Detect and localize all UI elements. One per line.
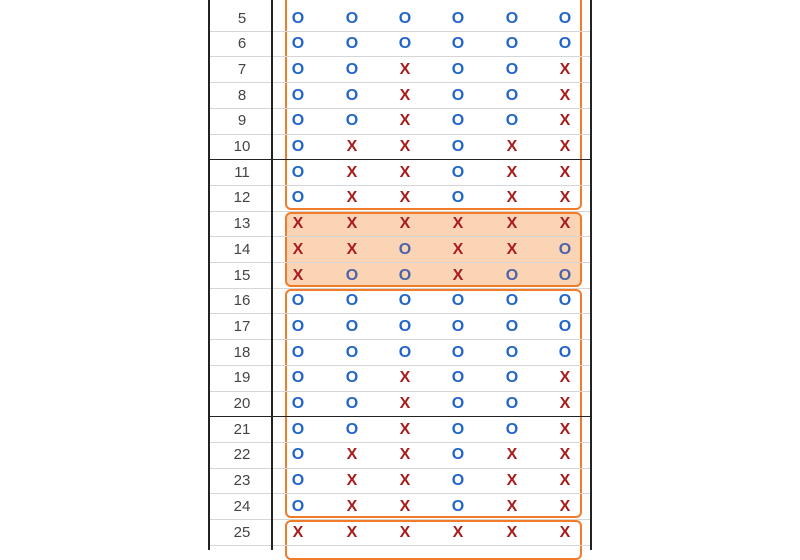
x-mark-cell: X — [292, 215, 304, 233]
row-number: 19 — [233, 369, 251, 387]
row-number: 7 — [237, 60, 247, 78]
o-mark-cell: O — [451, 112, 465, 130]
x-mark-cell: X — [559, 86, 571, 104]
o-mark-cell: O — [291, 343, 305, 361]
o-mark-cell: O — [451, 446, 465, 464]
o-mark-cell: O — [398, 35, 412, 53]
o-mark-cell: O — [505, 112, 519, 130]
o-mark-cell: O — [451, 292, 465, 310]
o-mark-cell: O — [291, 446, 305, 464]
o-mark-cell: O — [451, 317, 465, 335]
o-mark-cell: O — [345, 9, 359, 27]
row-number: 24 — [233, 497, 251, 515]
row-number: 21 — [233, 420, 251, 438]
row-separator — [210, 545, 592, 546]
row-number: 5 — [237, 9, 247, 27]
o-mark-cell: O — [558, 292, 572, 310]
table-right-border — [590, 0, 592, 550]
x-mark-cell: X — [399, 395, 411, 412]
o-mark-cell: O — [505, 317, 519, 335]
x-mark-cell: X — [399, 163, 411, 181]
x-mark-cell: X — [346, 240, 358, 258]
x-mark-cell: X — [559, 420, 571, 438]
row-number: 18 — [233, 343, 251, 361]
row-number: 17 — [233, 317, 251, 335]
o-mark-cell: O — [451, 343, 465, 361]
group-highlight-box — [285, 289, 582, 518]
o-mark-cell: O — [451, 138, 465, 155]
x-mark-cell: X — [559, 189, 571, 207]
o-mark-cell: O — [291, 86, 305, 104]
x-mark-cell: X — [346, 497, 358, 515]
row-number: 6 — [237, 35, 247, 53]
x-mark-cell: X — [506, 472, 518, 490]
x-mark-cell: X — [506, 446, 518, 464]
o-mark-cell: O — [291, 420, 305, 438]
x-mark-cell: X — [292, 240, 304, 258]
x-mark-cell: X — [399, 420, 411, 438]
x-mark-cell: X — [399, 60, 411, 78]
x-mark-cell: X — [559, 497, 571, 515]
o-mark-cell: O — [345, 395, 359, 412]
o-mark-cell: O — [345, 317, 359, 335]
x-mark-cell: X — [292, 523, 304, 541]
row-number: 8 — [237, 86, 247, 104]
row-number: 14 — [233, 240, 251, 258]
o-mark-cell: O — [505, 60, 519, 78]
x-mark-cell: X — [559, 395, 571, 412]
o-mark-cell: O — [451, 420, 465, 438]
o-mark-cell: O — [345, 112, 359, 130]
x-mark-cell: X — [559, 215, 571, 233]
x-mark-cell: X — [452, 215, 464, 233]
x-mark-cell: X — [346, 446, 358, 464]
o-mark-cell: O — [451, 163, 465, 181]
o-mark-cell: O — [398, 343, 412, 361]
o-mark-cell: O — [291, 369, 305, 387]
o-mark-cell: O — [505, 420, 519, 438]
x-mark-cell: X — [399, 138, 411, 155]
x-mark-cell: X — [399, 369, 411, 387]
o-mark-cell: O — [505, 86, 519, 104]
o-mark-cell: O — [451, 35, 465, 53]
x-mark-cell: X — [559, 112, 571, 130]
x-mark-cell: X — [559, 138, 571, 155]
x-mark-cell: X — [292, 266, 304, 284]
row-number: 25 — [233, 523, 251, 541]
o-mark-cell: O — [345, 420, 359, 438]
o-mark-cell: O — [345, 343, 359, 361]
row-number: 10 — [233, 138, 251, 155]
o-mark-cell: O — [558, 240, 572, 258]
x-mark-cell: X — [506, 523, 518, 541]
x-mark-cell: X — [559, 163, 571, 181]
o-mark-cell: O — [505, 343, 519, 361]
row-number: 9 — [237, 112, 247, 130]
o-mark-cell: O — [291, 497, 305, 515]
x-mark-cell: X — [559, 60, 571, 78]
x-mark-cell: X — [346, 215, 358, 233]
x-mark-cell: X — [346, 163, 358, 181]
row-number: 16 — [233, 292, 251, 310]
o-mark-cell: O — [451, 395, 465, 412]
o-mark-cell: O — [558, 317, 572, 335]
x-mark-cell: X — [559, 446, 571, 464]
o-mark-cell: O — [451, 472, 465, 490]
o-mark-cell: O — [558, 9, 572, 27]
x-mark-cell: X — [399, 189, 411, 207]
x-mark-cell: X — [506, 138, 518, 155]
x-mark-cell: X — [346, 523, 358, 541]
row-number: 13 — [233, 215, 251, 233]
o-mark-cell: O — [398, 317, 412, 335]
x-mark-cell: X — [399, 497, 411, 515]
o-mark-cell: O — [558, 35, 572, 53]
x-mark-cell: X — [506, 189, 518, 207]
o-mark-cell: O — [345, 369, 359, 387]
x-mark-cell: X — [506, 163, 518, 181]
o-mark-cell: O — [291, 163, 305, 181]
x-mark-cell: X — [399, 472, 411, 490]
o-mark-cell: O — [291, 317, 305, 335]
x-mark-cell: X — [559, 523, 571, 541]
o-mark-cell: O — [345, 86, 359, 104]
o-mark-cell: O — [505, 369, 519, 387]
x-mark-cell: X — [346, 138, 358, 155]
o-mark-cell: O — [291, 112, 305, 130]
o-mark-cell: O — [451, 369, 465, 387]
o-mark-cell: O — [291, 292, 305, 310]
x-mark-cell: X — [399, 446, 411, 464]
o-mark-cell: O — [398, 266, 412, 284]
o-mark-cell: O — [505, 9, 519, 27]
o-mark-cell: O — [558, 343, 572, 361]
o-mark-cell: O — [451, 497, 465, 515]
x-mark-cell: X — [452, 523, 464, 541]
row-number: 22 — [233, 446, 251, 464]
x-mark-cell: X — [399, 86, 411, 104]
row-number: 11 — [234, 163, 250, 181]
o-mark-cell: O — [345, 35, 359, 53]
o-mark-cell: O — [291, 472, 305, 490]
o-mark-cell: O — [505, 292, 519, 310]
o-mark-cell: O — [505, 266, 519, 284]
row-number: 23 — [233, 472, 251, 490]
x-mark-cell: X — [346, 189, 358, 207]
o-mark-cell: O — [505, 35, 519, 53]
o-mark-cell: O — [398, 9, 412, 27]
o-mark-cell: O — [291, 138, 305, 155]
o-mark-cell: O — [398, 240, 412, 258]
o-mark-cell: O — [345, 292, 359, 310]
x-mark-cell: X — [506, 497, 518, 515]
o-mark-cell: O — [291, 395, 305, 412]
o-mark-cell: O — [291, 189, 305, 207]
x-mark-cell: X — [559, 369, 571, 387]
o-mark-cell: O — [345, 266, 359, 284]
table-left-border — [208, 0, 210, 550]
o-mark-cell: O — [505, 395, 519, 412]
o-mark-cell: O — [291, 9, 305, 27]
row-number: 20 — [233, 395, 251, 412]
o-mark-cell: O — [398, 292, 412, 310]
x-mark-cell: X — [452, 266, 464, 284]
row-number: 12 — [233, 189, 251, 207]
o-mark-cell: O — [291, 60, 305, 78]
o-mark-cell: O — [345, 60, 359, 78]
o-mark-cell: O — [291, 35, 305, 53]
x-mark-cell: X — [399, 215, 411, 233]
x-mark-cell: X — [399, 112, 411, 130]
group-highlight-box — [285, 212, 582, 287]
o-mark-cell: O — [451, 86, 465, 104]
o-mark-cell: O — [451, 60, 465, 78]
o-mark-cell: O — [451, 189, 465, 207]
x-mark-cell: X — [346, 472, 358, 490]
row-number: 15 — [233, 266, 251, 284]
x-mark-cell: X — [506, 215, 518, 233]
x-mark-cell: X — [399, 523, 411, 541]
x-mark-cell: X — [559, 472, 571, 490]
o-mark-cell: O — [558, 266, 572, 284]
x-mark-cell: X — [506, 240, 518, 258]
x-mark-cell: X — [452, 240, 464, 258]
group-highlight-box — [285, 520, 582, 560]
o-mark-cell: O — [451, 9, 465, 27]
